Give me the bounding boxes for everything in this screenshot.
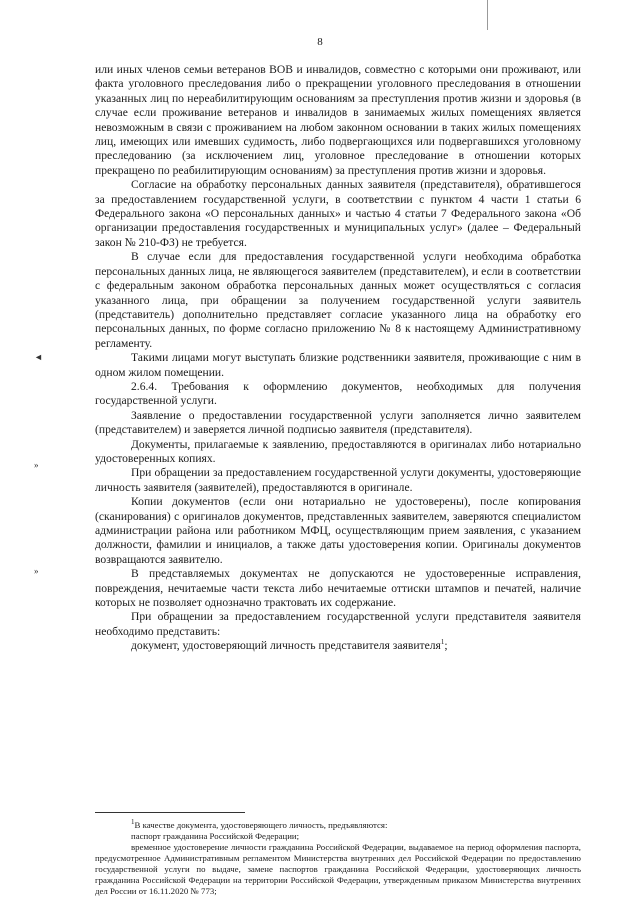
footnote-line: паспорт гражданина Российской Федерации; [131,831,300,841]
paragraph: или иных членов семьи ветеранов ВОВ и инвалидов, совместно с которыми они проживают, или факта уголовного преследования либо о прекращении уголовного преследования в отношении указанных лиц по нереабилитирующим основаниям за преступления против жизни и здоровья (в случае если проживание ветеранов и инвалидов в занимаемых жилых помещениях является невозможным в связи с проживанием на любом законном основании в таких жилых помещениях лиц, имеющих или имевших судимость, либо подвергающихся или подвергавшихся уголовному преследованию (за исключением лиц, уголовное преследование в отношении которых прекращено по реабилитирующим основаниям) за преступления против жизни и здоровья. [95,63,581,177]
footnote-lead [95,820,581,831]
paragraph-text: документ, удостоверяющий личность представителя заявителя [131,639,441,653]
paragraph: Согласие на обработку персональных данных заявителя (представителя), обратившегося за предоставлением государственной услуги, в соответствии с пунктом 4 части 1 статьи 6 Федерального закона «О персональных данных» и частью 4 статьи 7 Федерального закона «Об организации предоставления государственных и муниципальных услуг» (далее – Федеральный закон № 210-ФЗ) не требуется. [95,178,581,249]
paragraph: При обращении за предоставлением государственной услуги документы, удостоверяющие личность заявителя (заявителей), предоставляются в оригинале. [95,466,581,494]
footnote-reference[interactable]: 1 [440,638,445,647]
footnote-line: временное удостоверение личности гражданина Российской Федерации, выдаваемое на период оформления паспорта, предусмотренное Административным регламентом Министерства внутренних дел Российской Федерации по предоставлению государственной услуги по выдаче, замене паспортов гражданина Российской Федерации, удостоверяющих личность гражданина Российской Федерации на территории Российской Федерации, утвержденным приказом Министерства внутренних дел России от 16.11.2020 № 773; [95,842,581,896]
page-number: 8 [317,36,323,48]
paragraph-suffix: ; [444,639,448,653]
body-text [95,63,581,654]
footnote-divider [95,812,245,813]
margin-arrow-icon: ◄ [34,352,43,362]
scan-artifact-line [487,0,488,30]
margin-arrow-icon: » [34,566,39,576]
footnote-lead-text: В качестве документа, удостоверяющего личность, предъявляются: [134,820,388,830]
margin-arrow-icon: » [34,460,39,470]
paragraph: Документы, прилагаемые к заявлению, предоставляются в оригиналах либо нотариально удостоверенных копиях. [95,437,581,465]
footnotes [95,820,581,897]
paragraph [95,639,581,653]
paragraph: При обращении за предоставлением государственной услуги представителя заявителя необходимо представить: [95,610,581,638]
paragraph: В случае если для предоставления государственной услуги необходима обработка персональных данных лица, не являющегося заявителем (представителем), и если в соответствии с федеральным законом обработка персональных данных может осуществляться с согласия указанного лица, при обращении за получением государственной услуги заявитель (представитель) дополнительно представляет согласие указанного лица на обработку его персональных данных, по форме согласно приложению № 8 к настоящему Административному регламенту. [95,250,581,350]
paragraph: В представляемых документах не допускаются не удостоверенные исправления, повреждения, нечитаемые части текста либо нечитаемые оттиски штампов и печатей, наличие которых не позволяет однозначно трактовать их содержание. [95,567,581,610]
paragraph: Копии документов (если они нотариально не удостоверены), после копирования (сканирования) с оригиналов документов, представленных заявителем, заверяются специалистом администрации района или работником МФЦ, осуществляющим прием заявления, с указанием должности, фамилии и инициалов, а также даты удостоверения копии. Оригиналы документов возвращаются заявителю. [95,495,581,566]
paragraph: Заявление о предоставлении государственной услуги заполняется лично заявителем (представителем) и заверяется личной подписью заявителя (представителя). [95,408,581,437]
footnote-marker: 1 [131,818,135,827]
section-heading: 2.6.4. Требования к оформлению документов, необходимых для получения государственной услуги. [95,379,581,408]
paragraph: Такими лицами могут выступать близкие родственники заявителя, проживающие с ним в одном жилом помещении. [95,351,581,379]
